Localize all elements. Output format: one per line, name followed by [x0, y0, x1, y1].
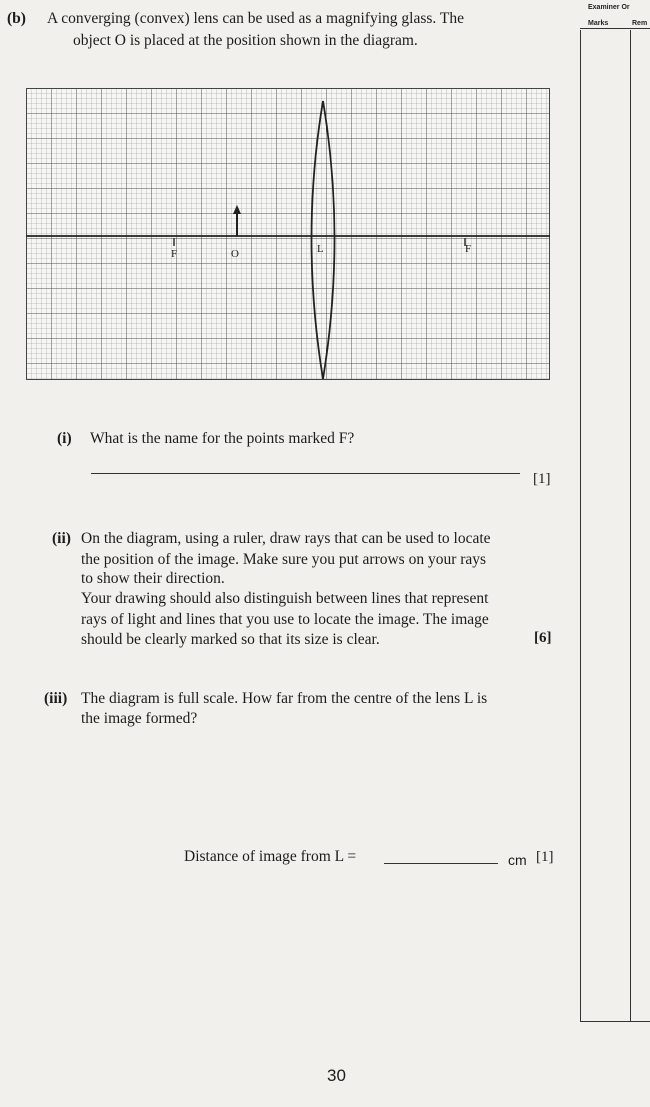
question-b-label: (b)	[7, 10, 26, 27]
marks-header: Marks	[588, 20, 609, 27]
grid-major	[26, 88, 550, 380]
part-ii-marks: [6]	[534, 630, 552, 646]
part-i-marks: [1]	[533, 471, 551, 487]
examiner-header: Examiner Or	[588, 4, 630, 11]
object-label: O	[231, 248, 239, 260]
page-number: 30	[327, 1066, 346, 1085]
focal-point-left-label: F	[171, 248, 178, 260]
part-i-label: (i)	[57, 430, 72, 447]
examiner-margin	[580, 0, 650, 1022]
part-i-question: What is the name for the points marked F?	[90, 430, 355, 447]
margin-left-line	[580, 30, 581, 1022]
question-b-line2: object O is placed at the position shown in the diagram.	[73, 32, 418, 49]
part-iii-answer-prefix: Distance of image from L =	[184, 848, 357, 865]
part-iii-marks: [1]	[536, 849, 554, 865]
part-iii-answer-line[interactable]	[384, 863, 498, 864]
lens-diagram[interactable]	[26, 88, 550, 380]
part-ii-label: (ii)	[52, 530, 71, 547]
margin-mid-line	[630, 30, 631, 1022]
part-iii-label: (iii)	[44, 690, 68, 707]
part-ii-line3: to show their direction.	[81, 570, 225, 587]
question-b-line1: A converging (convex) lens can be used as a magnifying glass. The	[47, 10, 464, 27]
part-iii-unit: cm	[508, 852, 527, 868]
part-iii-line2: the image formed?	[81, 710, 198, 727]
part-ii-line5: rays of light and lines that you use to locate the image. The image	[81, 611, 489, 628]
part-i-answer-line[interactable]	[91, 473, 520, 474]
focal-point-right-label: F	[465, 243, 472, 255]
part-ii-line4: Your drawing should also distinguish between lines that represent	[81, 590, 489, 607]
remarks-header: Rem	[632, 20, 648, 27]
margin-header-line	[580, 28, 650, 29]
part-ii-line2: the position of the image. Make sure you put arrows on your rays	[81, 551, 487, 568]
part-ii-line1: On the diagram, using a ruler, draw rays that can be used to locate	[81, 530, 491, 547]
lens-label: L	[317, 243, 324, 255]
part-ii-line6: should be clearly marked so that its size is clear.	[81, 631, 380, 648]
part-iii-line1: The diagram is full scale. How far from the centre of the lens L is	[81, 690, 488, 707]
margin-bottom-line	[580, 1021, 650, 1022]
